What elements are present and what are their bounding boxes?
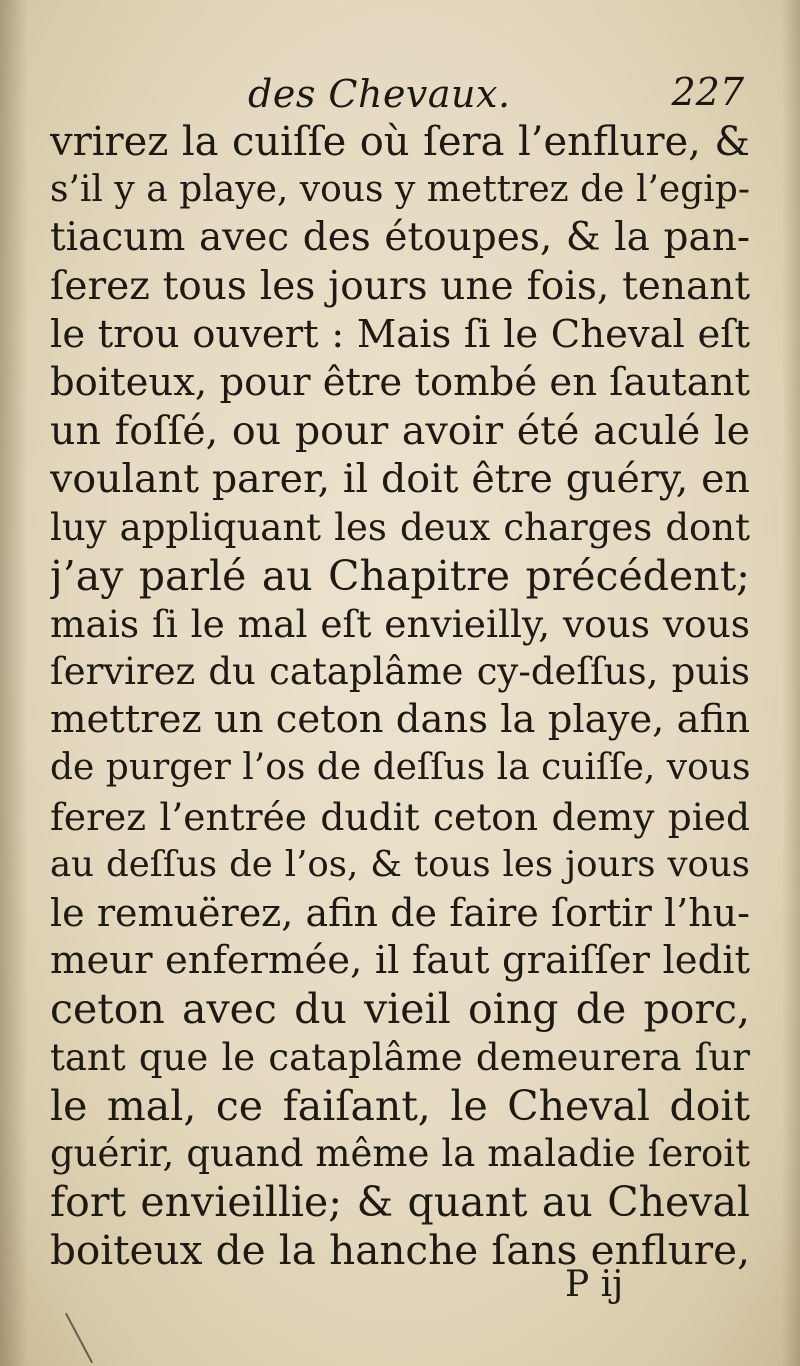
page-number: 227: [671, 70, 744, 114]
text-line: de purger l’os de deſſus la cuiſſe, vous: [50, 747, 750, 789]
text-line: le mal, ce faiſant, le Cheval doit: [50, 1081, 750, 1130]
text-line: mettrez un ceton dans la playe, afin: [50, 697, 750, 743]
text-line: voulant parer, il doit être guéry, en: [50, 456, 750, 503]
margin-stroke: [65, 1313, 93, 1363]
text-line: le remuërez, afin de faire ſortir l’hu-: [50, 891, 750, 935]
text-line: un foſſé, ou pour avoir été aculé le: [50, 408, 750, 455]
text-line: au deſſus de l’os, & tous les jours vous: [50, 843, 750, 885]
text-line: ſervirez du cataplâme cy-deſſus, puis: [50, 650, 750, 694]
text-line: meur enfermée, il faut graiſſer ledit: [50, 938, 750, 984]
text-line: tant que le cataplâme demeurera ſur: [50, 1035, 750, 1079]
text-line: mais ſi le mal eſt envieilly, vous vous: [50, 601, 750, 646]
running-head: [60, 68, 750, 124]
text-line: ſerez tous les jours une fois, tenant: [50, 263, 750, 309]
text-line: fort envieillie; & quant au Cheval: [50, 1178, 750, 1227]
text-line: s’il y a playe, vous y mettrez de l’egip-: [50, 169, 750, 211]
text-line: boiteux de la hanche ſans enflure,: [50, 1226, 750, 1275]
text-line: boiteux, pour être tombé en ſautant: [50, 359, 750, 405]
text-line: luy appliquant les deux charges dont: [50, 505, 750, 549]
signature-mark: P ij: [565, 1264, 624, 1305]
text-line: le trou ouvert : Mais ſi le Cheval eſt: [50, 311, 750, 357]
text-line: ceton avec du vieil oing de porc,: [50, 985, 750, 1034]
running-title: des Chevaux.: [248, 72, 511, 116]
text-line: tiacum avec des étoupes, & la pan-: [50, 215, 750, 261]
text-line: guérir, quand même la maladie ſeroit: [50, 1131, 750, 1175]
text-line: j’ay parlé au Chapitre précédent;: [50, 551, 750, 600]
text-line: ferez l’entrée dudit ceton demy pied: [50, 794, 750, 839]
body-text: [50, 118, 750, 1275]
text-line: vrirez la cuiſſe où ſera l’enflure, &: [50, 119, 750, 165]
